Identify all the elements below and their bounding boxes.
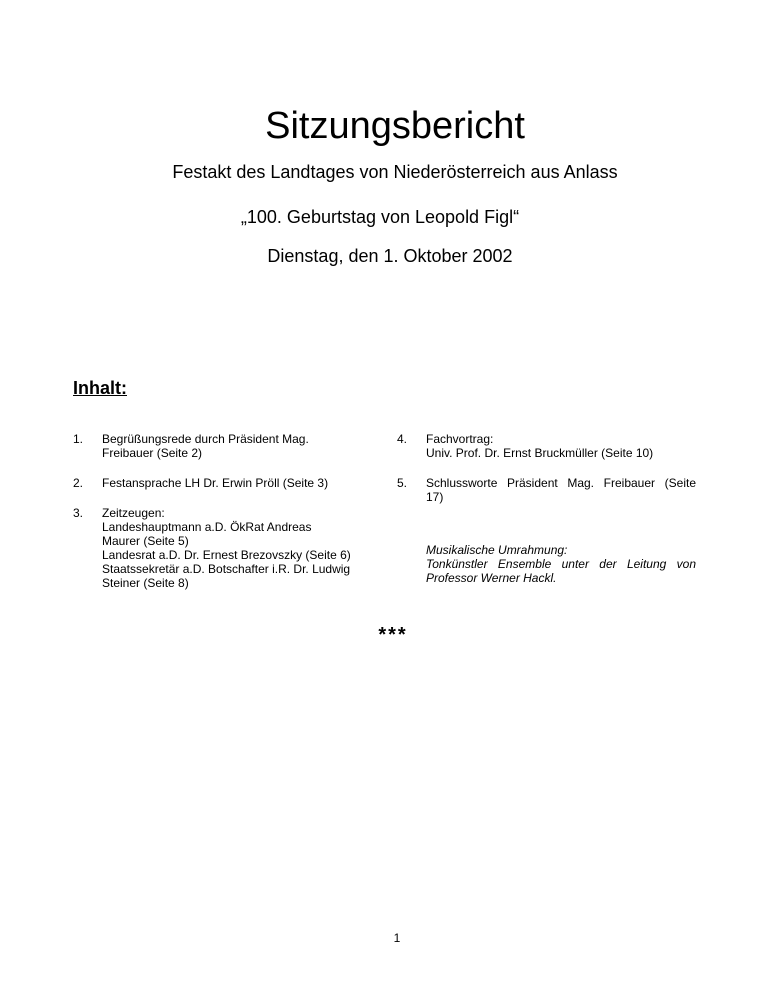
page-number: 1 xyxy=(393,931,401,945)
music-line: Professor Werner Hackl. xyxy=(426,571,557,585)
toc-item-line: Univ. Prof. Dr. Ernst Bruckmüller (Seite 10) xyxy=(426,446,654,460)
document-subtitle: Festakt des Landtages von Niederösterreich aus Anlass xyxy=(172,162,618,182)
toc-item-number: 4. xyxy=(397,432,408,446)
toc-item-line: Festansprache LH Dr. Erwin Pröll (Seite 3) xyxy=(102,476,329,490)
toc-item-number: 5. xyxy=(397,476,408,490)
section-separator: *** xyxy=(378,624,408,646)
toc-item-line: Landeshauptmann a.D. ÖkRat Andreas xyxy=(102,520,312,534)
toc-item-number: 3. xyxy=(73,506,84,520)
toc-item-number: 1. xyxy=(73,432,84,446)
toc-item-number: 2. xyxy=(73,476,84,490)
toc-item-line: Begrüßungsrede durch Präsident Mag. xyxy=(102,432,309,446)
toc-item-line: Freibauer (Seite 2) xyxy=(102,446,203,460)
toc-item-line: Zeitzeugen: xyxy=(102,506,165,520)
toc-item-line: Schlussworte Präsident Mag. Freibauer (Seite xyxy=(426,476,696,490)
toc-item-line: Maurer (Seite 5) xyxy=(102,534,189,548)
toc-item-line: Staatssekretär a.D. Botschafter i.R. Dr. Ludwig xyxy=(102,562,351,576)
toc-item-line: Steiner (Seite 8) xyxy=(102,576,189,590)
document-title: Sitzungsbericht xyxy=(265,105,525,147)
toc-heading: Inhalt: xyxy=(73,378,127,398)
music-credits xyxy=(426,543,696,585)
music-line: Musikalische Umrahmung: xyxy=(426,543,568,557)
document-occasion: „100. Geburtstag von Leopold Figl“ xyxy=(240,207,520,227)
toc-item-line: 17) xyxy=(426,490,444,504)
toc-item-line: Fachvortrag: xyxy=(426,432,494,446)
music-line: Tonkünstler Ensemble unter der Leitung von xyxy=(426,557,696,571)
document-date: Dienstag, den 1. Oktober 2002 xyxy=(267,246,513,266)
toc-item-line: Landesrat a.D. Dr. Ernest Brezovszky (Seite 6) xyxy=(102,548,351,562)
